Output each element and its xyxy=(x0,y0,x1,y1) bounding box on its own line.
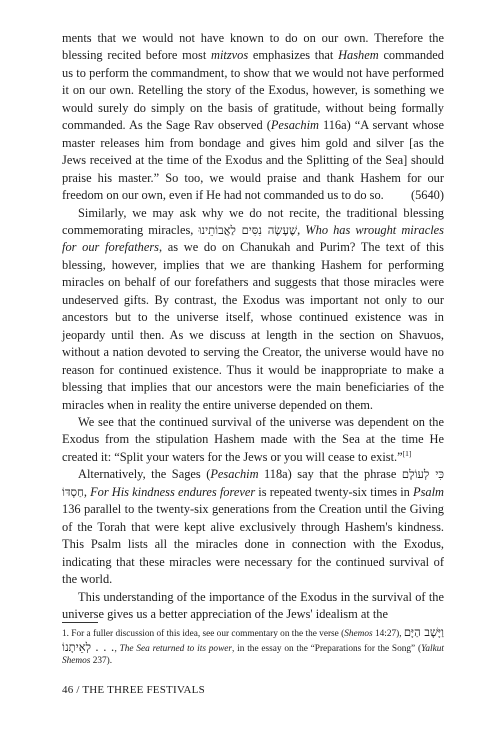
page-folio: 46 / THE THREE FESTIVALS xyxy=(62,684,205,696)
text: 136 parallel to the twenty-six generations from the Creation until the Giving of the Torah that were kept alive exclusively through Hashem's kindness. This Psalm lists all the miracles done in connection with the Exodus, indicating that these miracles were necessary for the continued survival of the world. xyxy=(62,502,444,587)
paragraph-3 xyxy=(62,414,444,466)
text: This understanding of the importance of the Exodus in the survival of the universe gives us a better appreciation of the Jews' idealism at the xyxy=(62,589,444,621)
italic-citation: Psalm xyxy=(413,484,444,499)
text: We see that the continued survival of the universe was dependent on the Exodus from the stipulation Hashem made with the Sea at the time He created it: “Split your waters for the Jews or you will cease to exist.” xyxy=(62,414,444,464)
paragraph-2 xyxy=(62,205,444,414)
italic-term: Hashem xyxy=(338,48,379,63)
text: commanded us to perform the commandment, to show that we would not have performed it on our own. Retelling the story of the Exodus, however, is something we would surely do simply on the basis of gratitude, without being formally commanded. As the Sage Rav observed ( xyxy=(62,48,444,133)
paragraph-5 xyxy=(62,589,444,624)
text: 14:27), xyxy=(372,629,404,639)
hebrew-phrase: שֶׁעָשָׂה נִסִּים לַאֲבוֹתֵינוּ xyxy=(198,222,298,237)
italic-citation: Shemos xyxy=(344,629,373,639)
footnote-divider xyxy=(62,622,98,623)
italic-translation: Who has wrought miracles for our forefathers xyxy=(62,222,445,255)
text: emphasizes that xyxy=(248,48,339,63)
italic-citation: Pesachim xyxy=(270,118,319,133)
text: Alternatively, the Sages ( xyxy=(78,467,211,482)
text: , xyxy=(114,643,120,654)
italic-citation: Pesachim xyxy=(210,467,259,482)
text: , in the essay on the “Preparations for the Song” ( xyxy=(232,643,422,654)
text: ments that we would not have known to do on our own. Therefore the blessing recited before most xyxy=(62,31,444,63)
source-number: (5640) xyxy=(410,188,444,203)
text: 118a) say that the phrase xyxy=(258,467,402,482)
text: , xyxy=(83,484,91,499)
text: Similarly, we may ask why we do not recite, the traditional blessing commemorating miracles, xyxy=(62,205,444,237)
text: 237). xyxy=(90,656,113,667)
text: is repeated twenty-six times in xyxy=(255,484,414,499)
italic-translation: For His kindness endures forever xyxy=(90,484,256,499)
text: 1. For a fuller discussion of this idea, see our commentary on the the verse ( xyxy=(62,629,345,639)
footnote xyxy=(62,626,444,668)
text: , xyxy=(297,222,306,237)
hebrew-phrase: וַיָּשָׁב הַיָּם . . . לְאֵיתָנוֹ xyxy=(62,625,444,654)
text: , as we do on Chanukah and Purim? The text of this blessing, however, implies that we are thanking Hashem for performing miracles on behalf of our forefathers and suggests that those miracles were undeserved gifts. By contrast, the Exodus was important not only to our ancestors but to the universe itself, whose continued existence was in jeopardy until then. As we discuss at length in the section on Shavuos, without a nation devoted to serving the Creator, the universe would have no reason for continued existence. Thus it would be inappropriate to make a blessing that implies that our ancestors were the main beneficiaries of the miracles when in reality the entire universe depended on them. xyxy=(62,240,444,412)
italic-translation: The Sea returned to its power xyxy=(119,643,233,654)
page-body xyxy=(62,30,444,623)
paragraph-1 xyxy=(62,30,444,205)
footnote-reference[interactable]: [1] xyxy=(402,448,412,458)
italic-citation: Yalkut Shemos xyxy=(62,643,444,667)
text: 116a) “A servant whose master releases him from bondage and gives him gold and silver [as the Jews received at the time of the Exodus and the Splitting of the Sea] should praise his master.” So too, we would praise and thank Hashem for our freedom on our own, even if He had not commanded us to do so. xyxy=(62,118,444,203)
italic-term: mitzvos xyxy=(211,48,249,63)
paragraph-4 xyxy=(62,466,444,588)
hebrew-phrase: כִּי לְעוֹלָם חַסְדּוֹ xyxy=(62,467,444,499)
